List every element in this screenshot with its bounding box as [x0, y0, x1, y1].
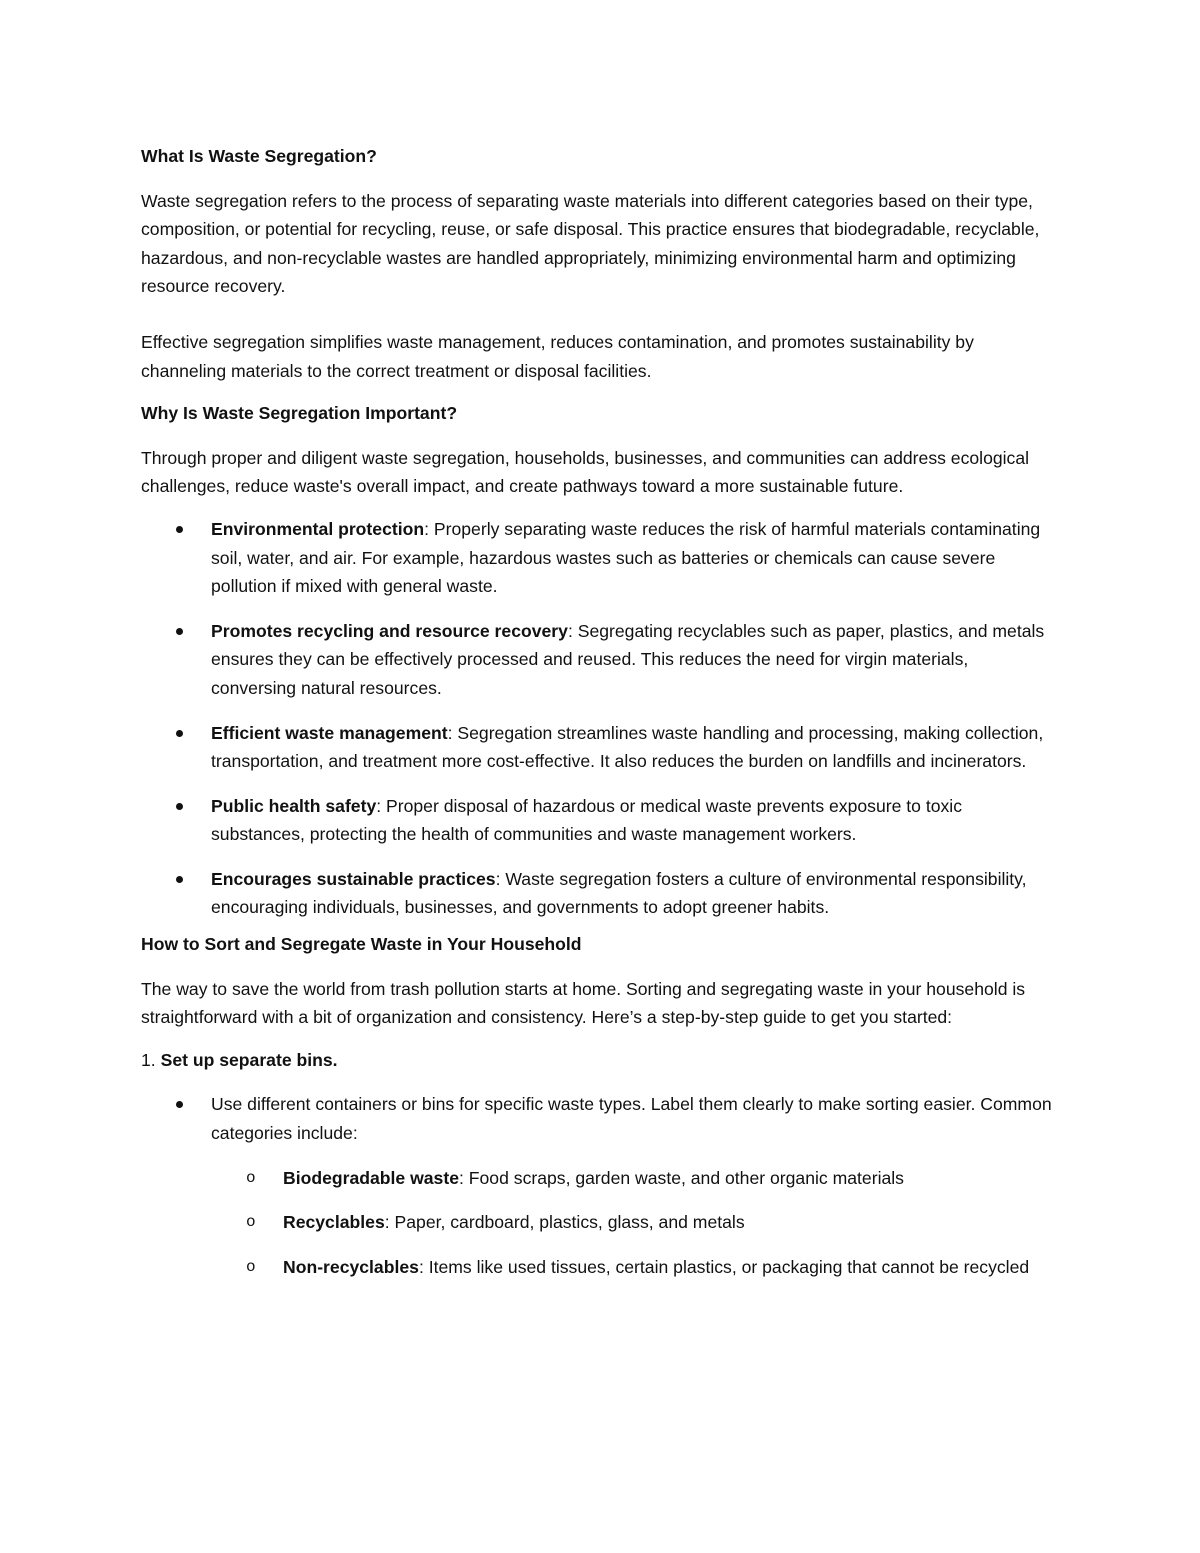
bullet-icon: [176, 876, 183, 883]
list-item-term: Promotes recycling and resource recovery: [211, 620, 568, 641]
step-title-text: Set up separate bins.: [160, 1049, 338, 1070]
list-item-term: Environmental protection: [211, 518, 425, 539]
category-text: : Paper, cardboard, plastics, glass, and metals: [384, 1212, 745, 1233]
list-item-public-health: [141, 792, 1056, 849]
list-item-text: : Proper disposal of hazardous or medical waste prevents exposure to toxic substances, protecting the health of communities and waste management workers.: [211, 795, 963, 845]
category-text: : Items like used tissues, certain plastics, or packaging that cannot be recycled: [418, 1256, 1030, 1277]
step-number: 1.: [141, 1049, 156, 1070]
section-heading-how: How to Sort and Segregate Waste in Your Household: [141, 934, 582, 955]
importance-list: [141, 515, 1056, 922]
paragraph-definition: Waste segregation refers to the process of separating waste materials into different categories based on their type, composition, or potential for recycling, reuse, or safe disposal. This practice ensures that biodegradable, recyclable, hazardous, and non-recyclable wastes are handled appropriately, minimizing environmental harm and optimizing resource recovery.: [141, 190, 1040, 297]
section-heading-why: Why Is Waste Segregation Important?: [141, 403, 458, 424]
list-item-text: Use different containers or bins for specific waste types. Label them clearly to make sorting easier. Common categories include:: [211, 1094, 1052, 1144]
category-list: [211, 1164, 1056, 1282]
paragraph-why-intro: Through proper and diligent waste segregation, households, businesses, and communities can address ecological challenges, reduce waste's overall impact, and create pathways toward a more sustainable future.: [141, 447, 1030, 497]
category-term: Non-recyclables: [283, 1256, 419, 1277]
list-item-text: : Segregating recyclables such as paper, plastics, and metals ensures they can be effectively processed and reused. This reduces the need for virgin materials, conversing natural resources.: [211, 620, 1045, 698]
category-term: Recyclables: [283, 1212, 385, 1233]
step-bullet-list: [141, 1090, 1056, 1281]
list-item-efficient-management: [141, 719, 1056, 776]
list-item-recycling: [141, 617, 1056, 703]
category-item-recyclables: [211, 1208, 1056, 1237]
list-item-term: Encourages sustainable practices: [211, 868, 496, 889]
document-body: [141, 142, 1056, 1297]
list-item-text: : Properly separating waste reduces the risk of harmful materials contaminating soil, water, and air. For example, hazardous wastes such as batteries or chemicals can cause severe pollution if mixed with general waste.: [211, 518, 1041, 597]
list-item-term: Public health safety: [211, 795, 377, 816]
paragraph-effective-segregation: Effective segregation simplifies waste management, reduces contamination, and promotes sustainability by channeling materials to the correct treatment or disposal facilities.: [141, 331, 974, 381]
list-item-term: Efficient waste management: [211, 722, 448, 743]
list-item-text: : Segregation streamlines waste handling and processing, making collection, transportation, and treatment more cost-effective. It also reduces the burden on landfills and incinerators.: [211, 722, 1044, 772]
circle-bullet-icon: o: [246, 1213, 256, 1232]
list-item-environmental-protection: [141, 515, 1056, 601]
step-title: [141, 1046, 1056, 1075]
list-item-separate-bins: [141, 1090, 1056, 1281]
bullet-icon: [176, 1101, 183, 1108]
bullet-icon: [176, 628, 183, 635]
category-item-non-recyclables: [211, 1253, 1056, 1282]
bullet-icon: [176, 526, 183, 533]
circle-bullet-icon: o: [246, 1168, 256, 1187]
category-text: : Food scraps, garden waste, and other organic materials: [459, 1167, 904, 1188]
category-term: Biodegradable waste: [283, 1167, 459, 1188]
bullet-icon: [176, 730, 183, 737]
section-heading-what: What Is Waste Segregation?: [141, 146, 377, 166]
bullet-icon: [176, 803, 183, 810]
circle-bullet-icon: o: [246, 1257, 256, 1276]
category-item-biodegradable: [211, 1164, 1056, 1193]
list-item-text: : Waste segregation fosters a culture of environmental responsibility, encouraging individuals, businesses, and governments to adopt greener habits.: [211, 868, 1027, 918]
list-item-sustainable-practices: [141, 865, 1056, 922]
paragraph-how-intro: The way to save the world from trash pollution starts at home. Sorting and segregating waste in your household is straightforward with a bit of organization and consistency. Here’s a step-by-step guide to get you started:: [141, 978, 1026, 1028]
